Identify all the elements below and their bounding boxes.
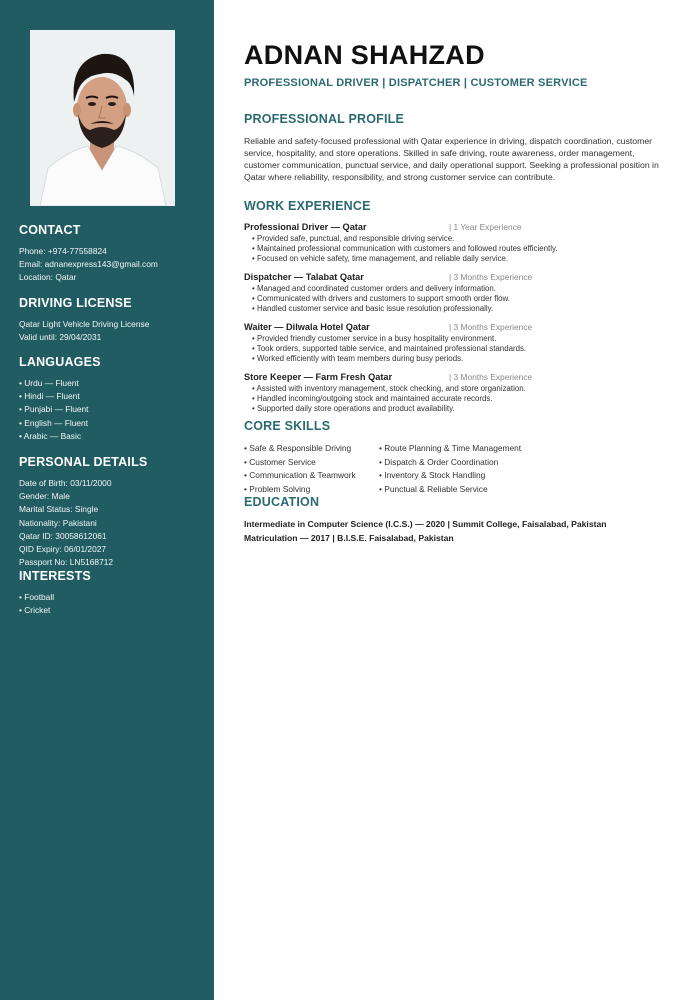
- job-title-text: Waiter — Dilwala Hotel Qatar: [244, 322, 370, 332]
- job-duration: | 3 Months Experience: [449, 372, 533, 382]
- contact-heading: CONTACT: [19, 223, 81, 237]
- sidebar: [0, 0, 214, 1000]
- language-item: • Punjabi — Fluent: [19, 404, 89, 415]
- language-item: • Urdu — Fluent: [19, 378, 79, 388]
- license-validity: Valid until: 29/04/2031: [19, 332, 102, 343]
- personal-detail: Passport No: LN5168712: [19, 557, 114, 568]
- skill-item: • Dispatch & Order Coordination: [379, 456, 499, 467]
- skills-heading: CORE SKILLS: [244, 419, 331, 433]
- job-bullet: • Handled customer service and basic issue resolution professionally.: [252, 304, 494, 313]
- job-bullet: • Communicated with drivers and customers to support smooth order flow.: [252, 294, 511, 303]
- interests-section: [19, 569, 209, 617]
- profile-text: Reliable and safety-focused professional with Qatar experience in driving, dispatch coordination, customer service, hospitality, and store operations. Skilled in safe driving, route awareness, order management, customer communication, punctual service, and daily operational support. Seeking a professional position in Qatar where reliability, responsibility, and strong customer service can contribute.: [244, 136, 659, 182]
- skill-item: • Inventory & Stock Handling: [379, 470, 486, 480]
- personal-detail: QID Expiry: 06/01/2027: [19, 544, 107, 555]
- job-bullet: • Worked efficiently with team members during busy periods.: [252, 354, 464, 363]
- license-section: [19, 296, 209, 344]
- job-bullet: • Provided friendly customer service in a busy hospitality environment.: [252, 334, 497, 343]
- job-title: [244, 222, 664, 234]
- license-type: Qatar Light Vehicle Driving License: [19, 319, 150, 329]
- interest-item: • Football: [19, 592, 55, 602]
- personal-detail: Nationality: Pakistani: [19, 517, 97, 528]
- contact-phone: Phone: +974-77558824: [19, 246, 107, 256]
- personal-detail: Marital Status: Single: [19, 504, 99, 515]
- interests-heading: INTERESTS: [19, 569, 91, 583]
- skill-item: • Communication & Teamwork: [244, 470, 356, 480]
- portrait-image: [30, 30, 175, 206]
- language-item: • Arabic — Basic: [19, 430, 82, 441]
- skill-item: • Route Planning & Time Management: [379, 443, 522, 453]
- job-bullet: • Provided safe, punctual, and responsible driving service.: [252, 234, 455, 243]
- profile-heading: PROFESSIONAL PROFILE: [244, 112, 405, 126]
- personal-detail: Date of Birth: 03/11/2000: [19, 478, 112, 488]
- license-heading: DRIVING LICENSE: [19, 296, 132, 310]
- job-bullet: • Took orders, supported table service, and maintained professional standards.: [252, 344, 527, 353]
- education-item: Matriculation — 2017 | B.I.S.E. Faisalabad, Pakistan: [244, 533, 454, 543]
- job-bullet: • Managed and coordinated customer orders and delivery information.: [252, 284, 497, 293]
- job-duration: | 3 Months Experience: [449, 272, 533, 282]
- contact-location: Location: Qatar: [19, 272, 77, 283]
- education-heading: EDUCATION: [244, 495, 320, 509]
- candidate-name: ADNAN SHAHZAD: [244, 40, 485, 70]
- personal-section: [19, 455, 209, 569]
- job-entry: [244, 322, 664, 364]
- job-bullet: • Focused on vehicle safety, time management, and reliable daily service.: [252, 254, 509, 263]
- language-item: • English — Fluent: [19, 417, 89, 428]
- job-title: [244, 272, 664, 284]
- personal-detail: Qatar ID: 30058612061: [19, 530, 107, 541]
- education-item: Intermediate in Computer Science (I.C.S.) — 2020 | Summit College, Faisalabad, Pakistan: [244, 519, 607, 529]
- candidate-subtitle: PROFESSIONAL DRIVER | DISPATCHER | CUSTOMER SERVICE: [244, 77, 588, 89]
- job-title-text: Dispatcher — Talabat Qatar: [244, 272, 364, 282]
- contact-email: Email: adnanexpress143@gmail.com: [19, 259, 158, 270]
- skill-item: • Safe & Responsible Driving: [244, 443, 352, 453]
- skill-item: • Punctual & Reliable Service: [379, 483, 488, 494]
- work-heading: WORK EXPERIENCE: [244, 199, 371, 213]
- job-title-text: Professional Driver — Qatar: [244, 222, 367, 232]
- job-title-text: Store Keeper — Farm Fresh Qatar: [244, 372, 393, 382]
- skill-item: • Customer Service: [244, 456, 316, 467]
- job-bullet: • Handled incoming/outgoing stock and maintained accurate records.: [252, 394, 493, 403]
- job-title: [244, 372, 664, 384]
- job-bullet: • Maintained professional communication with customers and followed routes efficiently.: [252, 244, 558, 253]
- job-entry: [244, 222, 664, 264]
- languages-section: [19, 355, 209, 443]
- profile-photo: [30, 30, 175, 206]
- languages-heading: LANGUAGES: [19, 355, 101, 369]
- personal-heading: PERSONAL DETAILS: [19, 455, 148, 469]
- language-item: • Hindi — Fluent: [19, 391, 80, 402]
- job-bullet: • Assisted with inventory management, stock checking, and store organization.: [252, 384, 526, 393]
- job-duration: | 1 Year Experience: [449, 222, 522, 232]
- job-duration: | 3 Months Experience: [449, 322, 533, 332]
- interest-item: • Cricket: [19, 605, 51, 616]
- skill-item: • Problem Solving: [244, 483, 311, 494]
- job-entry: [244, 272, 664, 314]
- contact-section: [19, 223, 209, 285]
- job-title: [244, 322, 664, 334]
- personal-detail: Gender: Male: [19, 491, 70, 502]
- job-bullet: • Supported daily store operations and product availability.: [252, 404, 455, 413]
- job-entry: [244, 372, 664, 414]
